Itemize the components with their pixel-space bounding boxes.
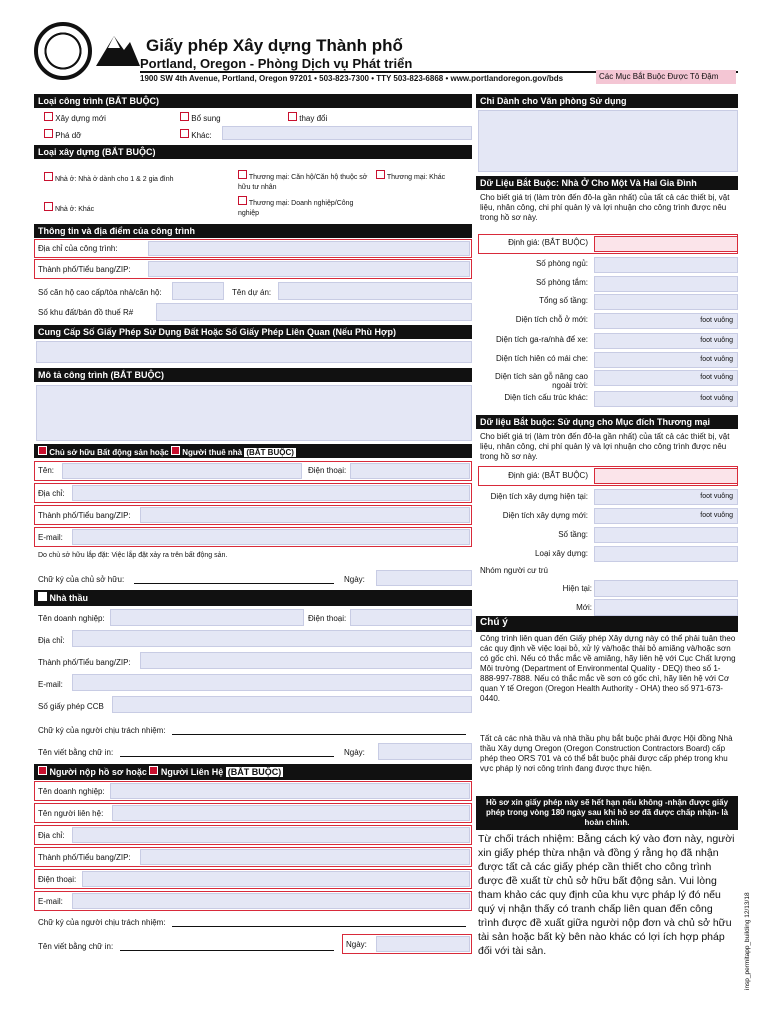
sqft-unit: foot vuông <box>700 337 733 344</box>
res-row-input[interactable] <box>594 257 738 273</box>
comm-row-label: Diện tích xây dựng mới: <box>502 511 588 520</box>
residential-bar: Dữ Liệu Bắt Buộc: Nhà Ở Cho Một Và Hai Gia Đình <box>476 176 738 190</box>
res-row-label: Diện tích sàn gỗ nâng cao ngoài trời: <box>495 372 588 390</box>
contractor-email-input[interactable] <box>72 674 472 691</box>
label-addition: Bổ sung <box>191 114 221 123</box>
label-res12: Nhà ở: Nhà ở dành cho 1 & 2 gia đình <box>54 176 174 183</box>
res-row-label: Định giá: (BẮT BUỘC) <box>508 238 588 247</box>
checkbox-demolition[interactable] <box>44 129 53 138</box>
checkbox-comm-biz[interactable] <box>238 196 247 205</box>
applicant-bar-label-b: Người Liên Hệ <box>160 767 224 777</box>
checkbox-owner[interactable] <box>38 446 47 455</box>
owner-bar-label-c: (BẮT BUỘC) <box>246 448 294 457</box>
comm-row-label: Định giá: (BẮT BUỘC) <box>508 471 588 480</box>
applicant-bar-label-a: Người nộp hồ sơ hoặc <box>49 767 147 777</box>
label-other: Khác: <box>191 131 212 140</box>
label-contractor-printed: Tên viết bằng chữ in: <box>38 748 114 757</box>
location-bar: Thông tin và địa điểm của công trình <box>34 224 472 238</box>
sqft-unit: foot vuông <box>700 374 733 381</box>
res-row-label: Số phòng tắm: <box>535 278 588 287</box>
label-comm-other: Thương mại: Khác <box>386 174 446 181</box>
label-res-other: Nhà ở: Khác <box>54 206 95 213</box>
owner-bar <box>34 444 472 458</box>
applicant-sig-line[interactable] <box>172 926 466 927</box>
project-address-input[interactable] <box>148 241 470 256</box>
contractor-biz-input[interactable] <box>110 609 304 626</box>
checkbox-alteration[interactable] <box>288 112 297 121</box>
owner-date-input[interactable] <box>376 570 472 586</box>
contractor-addr-input[interactable] <box>72 630 472 647</box>
label-new: Xây dựng mới <box>55 114 106 123</box>
comm-row-input[interactable] <box>594 489 738 505</box>
office-use-area <box>478 110 738 172</box>
checkbox-contractor[interactable] <box>38 592 47 601</box>
label-applicant-sig: Chữ ký của người chịu trách nhiệm: <box>38 918 166 927</box>
res-row-input[interactable] <box>594 333 738 349</box>
note-bar: Chú ý <box>476 616 738 632</box>
project-city-input[interactable] <box>148 261 470 277</box>
owner-sig-line[interactable] <box>134 583 334 584</box>
checkbox-res-other[interactable] <box>44 202 53 211</box>
label-contractor-ccb: Số giấy phép CCB <box>38 702 104 711</box>
checkbox-res12[interactable] <box>44 172 53 181</box>
owner-email-input[interactable] <box>72 529 470 545</box>
label-comm-biz: Thương mại: Doanh nghiệp/Công nghiệp <box>238 200 354 217</box>
label-applicant-email: E-mail: <box>38 897 63 906</box>
contractor-bar-label: Nhà thầu <box>49 593 89 603</box>
related-permit-input[interactable] <box>36 341 472 363</box>
label-contractor-city: Thành phố/Tiểu bang/ZIP: <box>38 658 131 667</box>
label-project-name: Tên dự án: <box>232 288 272 297</box>
res-row-input[interactable] <box>594 370 738 386</box>
owner-install-note: Do chủ sở hữu lắp đặt: Việc lắp đặt xảy ra trên bất động sản. <box>38 552 228 559</box>
description-bar: Mô tả công trình (BẮT BUỘC) <box>34 368 472 382</box>
label-comm-apt: Thương mại: Căn hộ/Căn hộ thuộc sở hữu tư nhân <box>238 174 368 191</box>
res-row-label: Diện tích hiên có mái che: <box>495 354 588 363</box>
checkbox-tenant[interactable] <box>171 446 180 455</box>
res-row-label: Diện tích ga-ra/nhà để xe: <box>495 335 588 344</box>
contractor-printed-line[interactable] <box>120 756 334 757</box>
checkbox-comm-other[interactable] <box>376 170 385 179</box>
res-row-input[interactable] <box>594 236 738 252</box>
residential-intro: Cho biết giá trị (làm tròn đến đô-la gần nhất) của tất cả các thiết bị, vật liệu, nhân công, chi phí quản lý và lợi nhuận cho công trình được nêu trong hồ sơ này. <box>480 193 730 222</box>
page-title: Giấy phép Xây dựng Thành phố <box>146 36 403 55</box>
contractor-sig-line[interactable] <box>172 734 466 735</box>
res-row-input[interactable] <box>594 352 738 368</box>
checkbox-new[interactable] <box>44 112 53 121</box>
label-applicant-biz: Tên doanh nghiệp: <box>38 787 105 796</box>
contractor-date-input[interactable] <box>378 743 472 760</box>
mountain-logo-icon <box>94 30 140 68</box>
contractor-ccb-input[interactable] <box>112 696 472 713</box>
applicant-date-input[interactable] <box>376 936 470 952</box>
label-owner-sig: Chữ ký của chủ sở hữu: <box>38 575 125 584</box>
label-applicant-addr: Địa chỉ: <box>38 831 65 840</box>
label-applicant-city: Thành phố/Tiểu bang/ZIP: <box>38 853 131 862</box>
label-contractor-date: Ngày: <box>344 748 365 757</box>
label-alteration: thay đổi <box>299 114 328 123</box>
res-row-label: Tổng số tầng: <box>539 296 588 305</box>
applicant-biz-input[interactable] <box>110 783 470 799</box>
note-contractors: Tất cả các nhà thầu và nhà thầu phụ bắt buộc phải được Hội đồng Nhà thầu Xây dựng Oregon (Oregon Construction Contractors Board) cấp phép theo ORS 701 và có thể bắt buộc phải được cấp phép trong khu vực pháp lý nơi công trình đang được thực hiện. <box>480 734 733 773</box>
label-applicant-contact: Tên người liên hệ: <box>38 809 104 818</box>
commercial-intro: Cho biết giá trị (làm tròn đến đô-la gần nhất) của tất cả các thiết bị, vật liệu, nhân công, chi phí quản lý và lợi nhuận cho công trình được nêu trong hồ sơ này. <box>480 432 730 461</box>
label-unit: Số căn hộ cao cấp/tòa nhà/căn hộ: <box>38 288 162 297</box>
applicant-city-input[interactable] <box>140 849 470 865</box>
label-contractor-sig: Chữ ký của người chịu trách nhiệm: <box>38 726 166 735</box>
res-row-label: Diện tích chỗ ở mới: <box>515 315 588 324</box>
required-note: Các Mục Bắt Buộc Được Tô Đậm <box>596 70 736 84</box>
label-owner-phone: Điện thoại: <box>308 466 347 475</box>
res-row-input[interactable] <box>594 276 738 292</box>
res-row-label: Số phòng ngủ: <box>535 259 588 268</box>
disclaimer-text: Từ chối trách nhiệm: Bằng cách ký vào đơn này, người xin giấy phép thừa nhận và đồng ý rằng họ đã nhận được tất cả các giấy phép cần thiết cho công trình được đề xuất từ chủ sở hữu bất động sản. Vui lòng tham khảo các quy định của khu vực pháp lý đó nếu quý vị nhận thấy có tranh chấp liên quan đến công trình được đề xuất giữa người nộp đơn và chủ sở hữu tài sản hoặc bất kỳ bên nào khác có lợi ích hợp pháp đối với tài sản. <box>478 833 735 957</box>
occ-current-input[interactable] <box>594 580 738 597</box>
res-row-input[interactable] <box>594 294 738 310</box>
comm-row-input[interactable] <box>594 508 738 524</box>
checkbox-comm-apt[interactable] <box>238 170 247 179</box>
other-project-input[interactable] <box>222 126 472 140</box>
applicant-contact-input[interactable] <box>112 805 470 821</box>
label-owner-addr: Địa chỉ: <box>38 489 65 498</box>
label-project-city: Thành phố/Tiểu bang/ZIP: <box>38 265 131 274</box>
label-applicant-printed: Tên viết bằng chữ in: <box>38 942 114 951</box>
label-owner-email: E-mail: <box>38 533 63 542</box>
contractor-phone-input[interactable] <box>350 609 472 626</box>
label-applicant-phone: Điện thoại: <box>38 875 77 884</box>
applicant-printed-line[interactable] <box>120 950 334 951</box>
occ-new-input[interactable] <box>594 599 738 616</box>
label-contractor-biz: Tên doanh nghiệp: <box>38 614 105 623</box>
page-subtitle: Portland, Oregon - Phòng Dịch vụ Phát triển <box>140 56 413 71</box>
applicant-phone-input[interactable] <box>82 871 470 887</box>
label-occupancy: Nhóm người cư trú <box>480 566 548 575</box>
related-permit-bar: Cung Cấp Số Giấy Phép Sử Dụng Đất Hoặc Số Giấy Phép Liên Quan (Nếu Phù Hợp) <box>34 325 472 339</box>
applicant-addr-input[interactable] <box>72 827 470 843</box>
expiration-notice: Hồ sơ xin giấy phép này sẽ hết hạn nếu không -nhận được giấy phép trong vòng 180 ngày sau khi hồ sơ đã được chấp nhận- là hoàn chỉnh. <box>476 796 738 830</box>
checkbox-addition[interactable] <box>180 112 189 121</box>
res-row-label: Diện tích cấu trúc khác: <box>504 393 588 402</box>
sqft-unit: foot vuông <box>700 395 733 402</box>
label-applicant-date: Ngày: <box>346 940 367 949</box>
res-row-input[interactable] <box>594 391 738 407</box>
label-owner-city: Thành phố/Tiểu bang/ZIP: <box>38 511 131 520</box>
owner-phone-input[interactable] <box>350 463 470 479</box>
sqft-unit: foot vuông <box>700 512 733 519</box>
note-asbestos: Công trình liên quan đến Giấy phép Xây dựng này có thể phải tuân theo các quy định về việc loại bỏ, xử lý và/hoặc thải bỏ amiăng và/hoặc sơn có gốc chì. Nếu có thắc mắc về amiăng, hãy liên hệ với Cục Chất lượng Môi trường (Department of Environmental Quality - DEQ) theo số 1-888-997-7888. Nếu có thắc mắc về sơn có gốc chì, hãy liên hệ với Cơ quan Y tế Oregon (Oregon Health Authority - OHA) theo số 971-673-0440. <box>480 634 736 703</box>
label-occ-new: Mới: <box>576 603 592 612</box>
form-code: insp_permitapp_building 12/13/18 <box>744 892 751 990</box>
checkbox-other[interactable] <box>180 129 189 138</box>
res-row-input[interactable] <box>594 313 738 329</box>
header-address: 1900 SW 4th Avenue, Portland, Oregon 97201 • 503-823-7300 • TTY 503-823-6868 • www.portlandoregon.gov/bds <box>140 74 564 83</box>
comm-row-label: Số tầng: <box>558 530 588 539</box>
construction-type-bar: Loại xây dựng (BẮT BUỘC) <box>34 145 472 159</box>
comm-row-input[interactable] <box>594 546 738 562</box>
owner-city-input[interactable] <box>140 507 470 523</box>
checkbox-applicant[interactable] <box>38 766 47 775</box>
contractor-city-input[interactable] <box>140 652 472 669</box>
label-demolition: Phá dỡ <box>55 131 82 140</box>
label-owner-date: Ngày: <box>344 575 365 584</box>
owner-bar-label-b: Người thuê nhà <box>182 448 243 457</box>
label-contractor-addr: Địa chỉ: <box>38 636 65 645</box>
office-use-bar: Chỉ Dành cho Văn phòng Sử dụng <box>476 94 738 108</box>
project-name-input[interactable] <box>278 282 472 300</box>
sqft-unit: foot vuông <box>700 317 733 324</box>
applicant-bar <box>34 764 472 780</box>
sqft-unit: foot vuông <box>700 493 733 500</box>
label-contractor-phone: Điện thoại: <box>308 614 347 623</box>
commercial-bar: Dữ liệu Bắt buộc: Sử dụng cho Mục đích Thương mại <box>476 415 738 429</box>
applicant-bar-label-c: (BẮT BUỘC) <box>227 767 282 777</box>
city-seal-logo <box>34 22 92 80</box>
lot-input[interactable] <box>156 303 472 321</box>
owner-name-input[interactable] <box>62 463 302 479</box>
label-lot: Số khu đất/bán đồ thuế R# <box>38 308 134 317</box>
comm-row-label: Diện tích xây dựng hiện tại: <box>490 492 588 501</box>
comm-row-input[interactable] <box>594 527 738 543</box>
comm-row-input[interactable] <box>594 468 738 484</box>
label-project-address: Địa chỉ của công trình: <box>38 244 118 253</box>
label-owner-name: Tên: <box>38 466 55 475</box>
applicant-email-input[interactable] <box>72 893 470 909</box>
unit-input[interactable] <box>172 282 224 300</box>
label-occ-current: Hiện tại: <box>562 584 592 593</box>
description-input[interactable] <box>36 385 472 441</box>
comm-row-label: Loại xây dựng: <box>535 549 588 558</box>
checkbox-contact[interactable] <box>149 766 158 775</box>
sqft-unit: foot vuông <box>700 356 733 363</box>
project-type-bar: Loại công trình (BẮT BUỘC) <box>34 94 472 108</box>
owner-bar-label-a: Chủ sở hữu Bất động sản hoặc <box>49 448 169 457</box>
contractor-bar <box>34 590 472 606</box>
owner-addr-input[interactable] <box>72 485 470 501</box>
label-contractor-email: E-mail: <box>38 680 63 689</box>
